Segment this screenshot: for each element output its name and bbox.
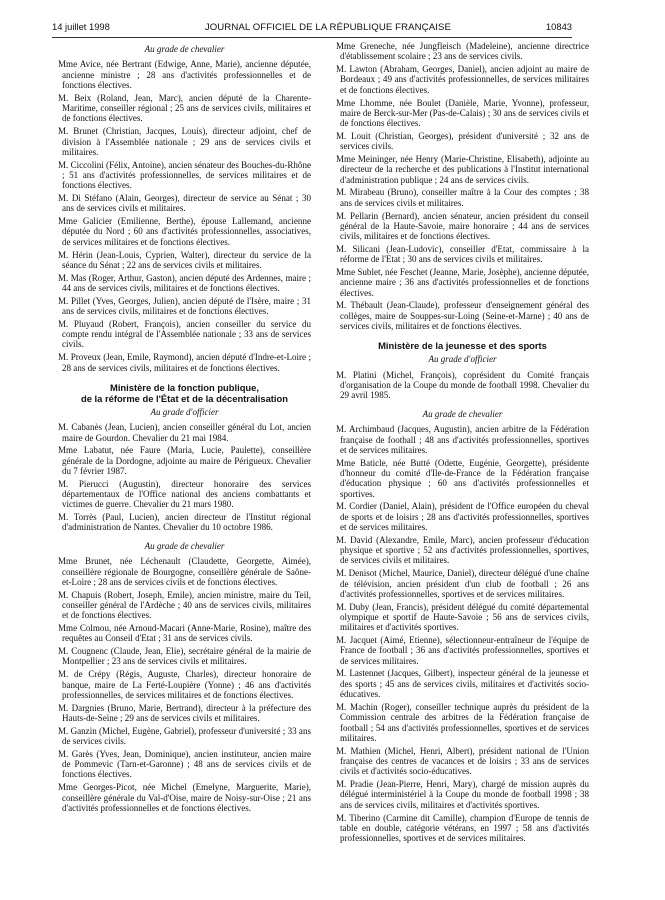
entry-list: [336, 41, 589, 331]
honoree-entry: M. Torrès (Paul, Lucien), ancien directeur de l'Institut régional d'administration de Nantes. Chevalier du 10 octobre 1986.: [58, 512, 311, 533]
honoree-entry: M. Pierucci (Augustin), directeur honoraire des services départementaux de l'Office national des anciens combattants et victimes de guerre. Chevalier du 21 mars 1980.: [58, 478, 311, 510]
honoree-entry: M. Duby (Jean, Francis), président délégué du comité départemental olympique et sportif de Haute-Savoie ; 56 ans de services civils, militaires et d'activités sportives.: [336, 601, 589, 633]
honoree-entry: M. Mas (Roger, Arthur, Gaston), ancien député des Ardennes, maire ; 44 ans de services civils, militaires et de fonctions électives.: [58, 272, 311, 293]
honoree-entry: M. Pradie (Jean-Pierre, Henri, Mary), chargé de mission auprès du délégué interministériel à la Coupe du monde de football 1998 ; 38 ans de services civils, militaires et d'activités sportives.: [336, 779, 589, 810]
honoree-entry: M. David (Alexandre, Emile, Marc), ancien professeur d'éducation physique et sportive ; 52 ans d'activités professionnelles, sportives, de services civils et militaires.: [336, 534, 589, 566]
honoree-entry: M. Machin (Roger), conseiller technique auprès du président de la Commission centrale des arbitres de la Fédération française de football ; 54 ans d'activités professionnelles, sportives et de services militaires.: [336, 701, 589, 743]
honoree-entry: Mme Sublet, née Feschet (Jeanne, Marie, Josèphe), ancienne députée, ancienne maire ; 36 ans d'activités professionnelles et de fonctions électives.: [336, 267, 589, 298]
honoree-entry: M. Denisot (Michel, Maurice, Daniel), directeur délégué d'une chaîne de télévision, ancien président d'un club de football ; 26 ans d'activités professionnelles, sportives et de services militaires.: [336, 568, 589, 599]
honoree-entry: M. Cordier (Daniel, Alain), président de l'Office européen du cheval de sports et de loisirs ; 28 ans d'activités professionnelles, sportives et de services militaires.: [336, 501, 589, 533]
honoree-entry: M. Jacquet (Aimé, Etienne), sélectionneur-entraîneur de l'équipe de France de football ; 36 ans d'activités professionnelles, sportives et de services militaires.: [336, 635, 589, 666]
header-journal-title: JOURNAL OFFICIEL DE LA RÉPUBLIQUE FRANÇAISE: [204, 22, 451, 33]
ministry-heading: [58, 382, 311, 404]
honoree-entry: M. Dargnies (Bruno, Marie, Bertrand), directeur à la préfecture des Hauts-de-Seine ; 29 ans de services civils et militaires.: [58, 702, 311, 723]
honoree-entry: Mme Colmou, née Arnoud-Macari (Anne-Marie, Rosine), maître des requêtes au Conseil d'Etat ; 31 ans de services civils.: [58, 623, 311, 644]
honoree-entry: M. de Crépy (Régis, Auguste, Charles), directeur honoraire de banque, maire de La Ferté-Loupière (Yonne) ; 46 ans d'activités professionnelles, de services militaires et de fonctions électives.: [58, 669, 311, 700]
grade-heading: Au grade de chevalier: [144, 44, 225, 54]
honoree-entry: M. Garès (Yves, Jean, Dominique), ancien instituteur, ancien maire de Pommevic (Tarn-et-Garonne) ; 48 ans de services civils et de fonctions électives.: [58, 748, 311, 780]
grade-heading: Au grade de chevalier: [422, 408, 503, 419]
honoree-entry: M. Cabanès (Jean, Lucien), ancien conseiller général du Lot, ancien maire de Gourdon. Chevalier du 21 mai 1984.: [58, 422, 311, 443]
honoree-entry: Mme Georges-Picot, née Michel (Emelyne, Marguerite, Marie), conseillère générale du Val-d'Oise, maire de Noisy-sur-Oise ; 21 ans d'activités professionnelles et de fonctions électives.: [58, 782, 311, 813]
honoree-entry: M. Proveux (Jean, Emile, Raymond), ancien député d'Indre-et-Loire ; 28 ans de services civils, militaires et de fonctions électives.: [58, 352, 311, 373]
honoree-entry: M. Cougnenc (Claude, Jean, Elie), secrétaire général de la mairie de Montpellier ; 23 ans de services civils et militaires.: [58, 646, 311, 667]
honoree-entry: M. Tiberino (Carmine dit Camille), champion d'Europe de tennis de table en double, catégorie vétérans, en 1997 ; 58 ans d'activités professionnelles, sportives et de services militaires.: [336, 812, 589, 844]
honoree-entry: M. Beix (Roland, Jean, Marc), ancien député de la Charente-Maritime, conseiller régional ; 25 ans de services civils, militaires et de fonctions électives.: [58, 92, 311, 124]
honoree-entry: M. Silicani (Jean-Ludovic), conseiller d'Etat, commissaire à la réforme de l'Etat ; 30 ans de services civils et militaires.: [336, 243, 589, 265]
entry-list: [58, 556, 311, 813]
honoree-entry: M. Louit (Christian, Georges), président d'université ; 32 ans de services civils.: [336, 130, 589, 152]
honoree-entry: M. Lastennet (Jacques, Gilbert), inspecteur général de la jeunesse et des sports ; 45 ans de services civils, militaires et d'activités socio-éducatives.: [336, 668, 589, 700]
entry-list: [58, 59, 311, 373]
page-header: [52, 21, 572, 35]
honoree-entry: Mme Brunet, née Léchenault (Claudette, Georgette, Aimée), conseillère régionale de Bourgogne, conseillère générale de Saône-et-Loire ; 28 ans de services civils et de fonctions électives.: [58, 556, 311, 587]
entry-list: [336, 370, 589, 401]
honoree-entry: M. Thébault (Jean-Claude), professeur d'enseignement général des collèges, maire de Souppes-sur-Loing (Seine-et-Marne) ; 40 ans de services civils, militaires et de fonctions électives.: [336, 300, 589, 332]
honoree-entry: M. Pillet (Yves, Georges, Julien), ancien député de l'Isère, maire ; 31 ans de services civils, militaires et de fonctions électives.: [58, 295, 311, 317]
honoree-entry: M. Chapuis (Robert, Joseph, Emile), ancien ministre, maire du Teil, conseiller général de l'Ardèche ; 40 ans de services civils, militaires et de fonctions électives.: [58, 589, 311, 621]
honoree-entry: Mme Baticle, née Butté (Odette, Eugénie, Georgette), présidente d'honneur du comité d'Ile-de-France de la Fédération française d'éducation physique ; 60 ans d'activités professionnelles et sportives.: [336, 457, 589, 499]
grade-heading: Au grade d'officier: [150, 406, 219, 417]
ministry-heading: Ministère de la jeunesse et des sports: [378, 340, 547, 352]
honoree-entry: Mme Labatut, née Faure (Maria, Lucie, Paulette), conseillère générale de la Dordogne, adjointe au maire de Périgueux. Chevalier du 7 février 1987.: [58, 445, 311, 476]
grade-heading: Au grade de chevalier: [144, 540, 225, 551]
grade-heading: Au grade d'officier: [428, 354, 497, 365]
ministry-heading-line: Ministère de la fonction publique,: [110, 381, 259, 393]
honoree-entry: Mme Lhomme, née Boulet (Danièle, Marie, Yvonne), professeur, maire de Berck-sur-Mer (Pas-de-Calais) ; 30 ans de services civils et de fonctions électives.: [336, 97, 589, 129]
honoree-entry: M. Ciccolini (Félix, Antoine), ancien sénateur des Bouches-du-Rhône ; 51 ans d'activités professionnelles, de services militaires et de fonctions électives.: [58, 159, 311, 191]
ministry-heading-line: de la réforme de l'État et de la décentralisation: [81, 392, 288, 404]
honoree-entry: Mme Greneche, née Jungfleisch (Madeleine), ancienne directrice d'établissement scolaire ; 23 ans de services civils.: [336, 41, 589, 62]
honoree-entry: M. Lawton (Abraham, Georges, Daniel), ancien adjoint au maire de Bordeaux ; 49 ans d'activités professionnelles, de services militaires et de fonctions électives.: [336, 64, 589, 95]
honoree-entry: M. Pellarin (Bernard), ancien sénateur, ancien président du conseil général de la Haute-Savoie, maire honoraire ; 44 ans de services civils, militaires et de fonctions électives.: [336, 210, 589, 242]
honoree-entry: M. Archimbaud (Jacques, Augustin), ancien arbitre de la Fédération française de football ; 48 ans d'activités professionnelles, sportives et de services militaires.: [336, 424, 589, 455]
entry-list: [58, 422, 311, 533]
honoree-entry: M. Mathien (Michel, Henri, Albert), président national de l'Union française des centres de vacances et de loisirs ; 33 ans de services civils et d'activités socio-éducatives.: [336, 745, 589, 777]
header-date: 14 juillet 1998: [52, 21, 110, 32]
honoree-entry: M. Platini (Michel, François), coprésident du Comité français d'organisation de la Coupe du monde de football 1998. Chevalier du 29 avril 1985.: [336, 369, 589, 401]
honoree-entry: Mme Avice, née Bertrant (Edwige, Anne, Marie), ancienne députée, ancienne ministre ; 28 ans d'activités professionnelles et de fonctions électives.: [58, 59, 311, 91]
entry-list: [336, 424, 589, 843]
honoree-entry: Mme Galicier (Emilienne, Berthe), épouse Lallemand, ancienne députée du Nord ; 60 ans d'activités professionnelles, associatives, de services militaires et de fonctions électives.: [58, 216, 311, 247]
header-rule: [52, 37, 572, 38]
honoree-entry: M. Hérin (Jean-Louis, Cyprien, Walter), directeur du service de la séance du Sénat ; 22 ans de services civils et militaires.: [58, 249, 311, 270]
honoree-entry: M. Di Stéfano (Alain, Georges), directeur de service au Sénat ; 30 ans de services civils et militaires.: [58, 193, 311, 214]
honoree-entry: M. Brunet (Christian, Jacques, Louis), directeur adjoint, chef de division à l'Assemblée nationale ; 29 ans de services civils et militaires.: [58, 126, 311, 157]
header-page-number: 10843: [545, 21, 572, 32]
honoree-entry: M. Ganzin (Michel, Eugène, Gabriel), professeur d'université ; 33 ans de services civils.: [58, 725, 311, 747]
honoree-entry: M. Mirabeau (Bruno), conseiller maître à la Cour des comptes ; 38 ans de services civils et militaires.: [336, 187, 589, 208]
right-column: [336, 41, 589, 846]
honoree-entry: Mme Meininger, née Henry (Marie-Christine, Elisabeth), adjointe au directeur de la recherche et des publications à l'Institut international d'administration publique ; 24 ans de services civils.: [336, 154, 589, 185]
honoree-entry: M. Pluyaud (Robert, François), ancien conseiller du service du compte rendu intégral de l'Assemblée nationale ; 33 ans de services civils.: [58, 318, 311, 350]
left-column: [58, 41, 311, 816]
